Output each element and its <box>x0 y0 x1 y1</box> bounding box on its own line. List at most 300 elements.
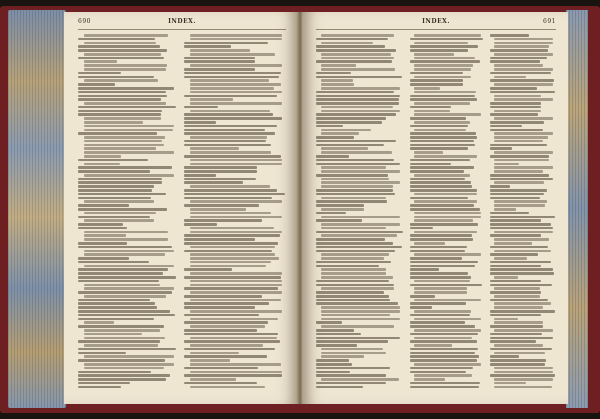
illegible-text-line <box>494 53 553 56</box>
illegible-text-line <box>190 87 274 90</box>
illegible-text-line <box>316 144 384 147</box>
illegible-text-line <box>414 363 481 366</box>
illegible-text-line <box>414 212 481 215</box>
illegible-text-line <box>490 280 541 283</box>
illegible-text-line <box>190 64 282 67</box>
illegible-text-line <box>84 151 174 154</box>
illegible-text-line <box>321 129 370 132</box>
illegible-text-line <box>84 129 173 132</box>
illegible-text-line <box>410 268 439 271</box>
illegible-text-line <box>410 314 470 317</box>
illegible-text-line <box>490 374 555 377</box>
illegible-text-line <box>410 208 480 211</box>
illegible-text-line <box>494 378 553 381</box>
illegible-text-line <box>184 382 257 385</box>
illegible-text-line <box>316 121 382 124</box>
illegible-text-line <box>84 321 114 324</box>
illegible-text-line <box>321 110 400 113</box>
illegible-text-line <box>494 250 551 253</box>
illegible-text-line <box>321 355 364 358</box>
illegible-text-line <box>414 155 477 158</box>
illegible-text-line <box>84 329 160 332</box>
illegible-text-line <box>78 87 174 90</box>
illegible-text-line <box>184 132 275 135</box>
illegible-text-line <box>410 98 477 101</box>
illegible-text-line <box>316 189 393 192</box>
illegible-text-line <box>490 340 536 343</box>
illegible-text-line <box>490 212 529 215</box>
illegible-text-line <box>84 212 156 215</box>
illegible-text-line <box>190 185 270 188</box>
illegible-text-line <box>410 276 471 279</box>
illegible-text-line <box>414 287 467 290</box>
right-page-column-2 <box>410 34 484 398</box>
illegible-text-line <box>410 272 468 275</box>
illegible-text-line <box>78 223 123 226</box>
illegible-text-line <box>316 212 346 215</box>
illegible-text-line <box>190 53 275 56</box>
illegible-text-line <box>494 295 540 298</box>
illegible-text-line <box>190 337 277 340</box>
illegible-text-line <box>494 204 545 207</box>
illegible-text-line <box>410 106 451 109</box>
illegible-text-line <box>184 174 216 177</box>
illegible-text-line <box>316 219 362 222</box>
illegible-text-line <box>490 185 510 188</box>
illegible-text-line <box>84 53 161 56</box>
illegible-text-line <box>494 38 553 41</box>
illegible-text-line <box>490 49 548 52</box>
illegible-text-line <box>84 234 126 237</box>
illegible-text-line <box>78 246 172 249</box>
illegible-text-line <box>184 242 278 245</box>
illegible-text-line <box>410 144 475 147</box>
illegible-text-line <box>490 355 519 358</box>
illegible-text-line <box>490 265 541 268</box>
illegible-text-line <box>316 76 402 79</box>
illegible-text-line <box>78 359 165 362</box>
illegible-text-line <box>184 125 277 128</box>
illegible-text-line <box>494 181 544 184</box>
illegible-text-line <box>490 234 541 237</box>
illegible-text-line <box>414 151 443 154</box>
illegible-text-line <box>321 208 364 211</box>
illegible-text-line <box>321 34 394 37</box>
illegible-text-line <box>78 299 150 302</box>
illegible-text-line <box>84 64 167 67</box>
illegible-text-line <box>190 253 275 256</box>
illegible-text-line <box>184 68 255 71</box>
illegible-text-line <box>190 163 282 166</box>
illegible-text-line <box>494 318 518 321</box>
illegible-text-line <box>494 238 549 241</box>
illegible-text-line <box>190 291 282 294</box>
illegible-text-line <box>321 132 359 135</box>
illegible-text-line <box>410 386 479 389</box>
illegible-text-line <box>490 363 545 366</box>
illegible-text-line <box>494 287 540 290</box>
illegible-text-line <box>184 106 218 109</box>
illegible-text-line <box>410 132 476 135</box>
illegible-text-line <box>190 257 279 260</box>
illegible-text-line <box>494 132 553 135</box>
illegible-text-line <box>321 106 392 109</box>
illegible-text-line <box>410 234 472 237</box>
illegible-text-line <box>316 359 349 362</box>
illegible-text-line <box>78 132 157 135</box>
illegible-text-line <box>494 321 544 324</box>
illegible-text-line <box>84 231 168 234</box>
illegible-text-line <box>321 268 385 271</box>
illegible-text-line <box>316 102 399 105</box>
illegible-text-line <box>490 60 540 63</box>
illegible-text-line <box>494 386 552 389</box>
illegible-text-line <box>78 261 149 264</box>
illegible-text-line <box>414 344 452 347</box>
illegible-text-line <box>490 178 553 181</box>
illegible-text-line <box>321 170 400 173</box>
illegible-text-line <box>84 367 164 370</box>
illegible-text-line <box>410 284 482 287</box>
illegible-text-line <box>494 382 526 385</box>
illegible-text-line <box>316 200 387 203</box>
illegible-text-line <box>184 355 267 358</box>
illegible-text-line <box>78 110 162 113</box>
illegible-text-line <box>490 314 541 317</box>
illegible-text-line <box>410 325 475 328</box>
illegible-text-line <box>78 272 163 275</box>
illegible-text-line <box>410 302 466 305</box>
illegible-text-line <box>84 79 158 82</box>
illegible-text-line <box>410 348 478 351</box>
illegible-text-line <box>78 72 121 75</box>
illegible-text-line <box>190 371 282 374</box>
illegible-text-line <box>414 193 477 196</box>
illegible-text-line <box>490 310 555 313</box>
illegible-text-line <box>84 117 161 120</box>
illegible-text-line <box>494 242 532 245</box>
illegible-text-line <box>321 53 391 56</box>
illegible-text-line <box>84 125 174 128</box>
illegible-text-line <box>184 140 266 143</box>
illegible-text-line <box>414 242 444 245</box>
illegible-text-line <box>414 219 472 222</box>
illegible-text-line <box>410 159 470 162</box>
illegible-text-line <box>316 95 400 98</box>
illegible-text-line <box>78 378 166 381</box>
illegible-text-line <box>184 193 285 196</box>
illegible-text-line <box>184 302 269 305</box>
illegible-text-line <box>190 359 230 362</box>
illegible-text-line <box>410 181 471 184</box>
illegible-text-line <box>190 310 282 313</box>
illegible-text-line <box>321 64 355 67</box>
illegible-text-line <box>78 113 161 116</box>
illegible-text-line <box>184 197 272 200</box>
illegible-text-line <box>184 238 255 241</box>
illegible-text-line <box>414 318 481 321</box>
illegible-text-line <box>84 284 160 287</box>
illegible-text-line <box>78 302 155 305</box>
illegible-text-line <box>316 367 390 370</box>
illegible-text-line <box>184 219 262 222</box>
illegible-text-line <box>190 91 282 94</box>
illegible-text-line <box>190 212 271 215</box>
illegible-text-line <box>190 265 265 268</box>
illegible-text-line <box>321 253 389 256</box>
illegible-text-line <box>410 117 466 120</box>
illegible-text-line <box>184 374 282 377</box>
illegible-text-line <box>410 321 465 324</box>
illegible-text-line <box>84 344 158 347</box>
illegible-text-line <box>316 302 398 305</box>
illegible-text-line <box>321 216 400 219</box>
illegible-text-line <box>414 110 450 113</box>
illegible-text-line <box>494 344 544 347</box>
illegible-text-line <box>84 144 164 147</box>
illegible-text-line <box>184 321 268 324</box>
illegible-text-line <box>410 246 467 249</box>
illegible-text-line <box>494 231 553 234</box>
illegible-text-line <box>190 38 282 41</box>
marbled-page-edge-right <box>566 10 588 408</box>
illegible-text-line <box>184 144 271 147</box>
illegible-text-line <box>184 121 216 124</box>
illegible-text-line <box>190 159 282 162</box>
illegible-text-line <box>184 340 280 343</box>
illegible-text-line <box>414 374 472 377</box>
illegible-text-line <box>84 140 162 143</box>
illegible-text-line <box>316 45 385 48</box>
illegible-text-line <box>84 363 174 366</box>
illegible-text-line <box>84 42 156 45</box>
right-page-number: 691 <box>543 18 556 25</box>
illegible-text-line <box>184 76 279 79</box>
illegible-text-line <box>321 181 400 184</box>
illegible-text-line <box>84 121 143 124</box>
left-page-column-2 <box>184 34 286 398</box>
illegible-text-line <box>321 325 394 328</box>
illegible-text-line <box>316 284 394 287</box>
illegible-text-line <box>316 291 384 294</box>
illegible-text-line <box>184 295 262 298</box>
illegible-text-line <box>321 318 400 321</box>
illegible-text-line <box>410 382 480 385</box>
illegible-text-line <box>321 42 373 45</box>
illegible-text-line <box>78 348 176 351</box>
illegible-text-line <box>316 91 394 94</box>
illegible-text-line <box>316 337 400 340</box>
illegible-text-line <box>414 231 476 234</box>
illegible-text-line <box>78 280 159 283</box>
illegible-text-line <box>84 155 121 158</box>
illegible-text-line <box>184 234 280 237</box>
illegible-text-line <box>78 83 115 86</box>
illegible-text-line <box>490 299 548 302</box>
illegible-text-line <box>78 268 168 271</box>
illegible-text-line <box>414 87 439 90</box>
illegible-text-line <box>490 34 529 37</box>
illegible-text-line <box>410 38 483 41</box>
illegible-text-line <box>190 378 236 381</box>
illegible-text-line <box>78 340 160 343</box>
illegible-text-line <box>184 57 255 60</box>
illegible-text-line <box>414 68 471 71</box>
illegible-text-line <box>84 102 166 105</box>
illegible-text-line <box>190 208 246 211</box>
illegible-text-line <box>184 250 272 253</box>
illegible-text-line <box>316 113 396 116</box>
illegible-text-line <box>321 223 399 226</box>
illegible-text-line <box>190 83 281 86</box>
illegible-text-line <box>490 125 522 128</box>
illegible-text-line <box>78 318 154 321</box>
illegible-text-line <box>190 227 274 230</box>
illegible-text-line <box>184 333 278 336</box>
illegible-text-line <box>84 147 156 150</box>
illegible-text-line <box>321 151 391 154</box>
illegible-text-line <box>316 295 389 298</box>
illegible-text-line <box>321 147 368 150</box>
illegible-text-line <box>490 87 537 90</box>
illegible-text-line <box>78 98 161 101</box>
illegible-text-line <box>494 208 516 211</box>
illegible-text-line <box>78 189 152 192</box>
illegible-text-line <box>184 314 259 317</box>
illegible-text-line <box>184 204 259 207</box>
illegible-text-line <box>190 231 282 234</box>
illegible-text-line <box>316 363 352 366</box>
illegible-text-line <box>184 367 258 370</box>
illegible-text-line <box>316 382 386 385</box>
illegible-text-line <box>490 253 538 256</box>
illegible-text-line <box>410 359 477 362</box>
illegible-text-line <box>78 306 157 309</box>
illegible-text-line <box>190 352 239 355</box>
illegible-text-line <box>190 284 282 287</box>
illegible-text-line <box>190 246 275 249</box>
illegible-text-line <box>410 95 475 98</box>
illegible-text-line <box>321 166 386 169</box>
illegible-text-line <box>494 306 544 309</box>
illegible-text-line <box>410 166 474 169</box>
illegible-text-line <box>490 57 547 60</box>
illegible-text-line <box>316 250 395 253</box>
illegible-text-line <box>78 204 129 207</box>
illegible-text-line <box>321 178 389 181</box>
illegible-text-line <box>494 367 553 370</box>
illegible-text-line <box>316 38 388 41</box>
illegible-text-line <box>490 359 546 362</box>
illegible-text-line <box>490 284 552 287</box>
illegible-text-line <box>316 174 388 177</box>
illegible-text-line <box>316 193 395 196</box>
illegible-text-line <box>78 291 172 294</box>
illegible-text-line <box>78 208 167 211</box>
illegible-text-line <box>321 306 400 309</box>
illegible-text-line <box>321 79 353 82</box>
illegible-text-line <box>490 189 547 192</box>
illegible-text-line <box>321 352 385 355</box>
illegible-text-line <box>321 272 385 275</box>
illegible-text-line <box>84 337 165 340</box>
illegible-text-line <box>321 276 393 279</box>
illegible-text-line <box>414 34 481 37</box>
illegible-text-line <box>316 49 396 52</box>
illegible-text-line <box>190 110 270 113</box>
illegible-text-line <box>410 223 478 226</box>
illegible-text-line <box>490 79 554 82</box>
illegible-text-line <box>410 189 477 192</box>
illegible-text-line <box>316 333 361 336</box>
left-page <box>64 12 298 404</box>
illegible-text-line <box>78 216 150 219</box>
illegible-text-line <box>184 45 231 48</box>
illegible-text-line <box>184 42 268 45</box>
illegible-text-line <box>184 129 265 132</box>
illegible-text-line <box>494 95 541 98</box>
illegible-text-line <box>414 91 475 94</box>
illegible-text-line <box>490 272 554 275</box>
illegible-text-line <box>316 371 350 374</box>
illegible-text-line <box>184 155 281 158</box>
illegible-text-line <box>414 129 466 132</box>
illegible-text-line <box>414 42 468 45</box>
illegible-text-line <box>78 276 176 279</box>
illegible-text-line <box>84 238 168 241</box>
illegible-text-line <box>490 174 549 177</box>
illegible-text-line <box>78 170 150 173</box>
illegible-text-line <box>494 98 553 101</box>
illegible-text-line <box>184 113 273 116</box>
illegible-text-line <box>84 295 166 298</box>
illegible-text-line <box>410 49 468 52</box>
illegible-text-line <box>321 287 394 290</box>
illegible-text-line <box>414 113 481 116</box>
illegible-text-line <box>316 231 403 234</box>
illegible-text-line <box>490 216 555 219</box>
illegible-text-line <box>410 204 474 207</box>
illegible-text-line <box>410 238 473 241</box>
illegible-text-line <box>494 163 519 166</box>
illegible-text-line <box>414 76 470 79</box>
illegible-text-line <box>190 363 281 366</box>
illegible-text-line <box>490 325 543 328</box>
illegible-text-line <box>494 302 551 305</box>
illegible-text-line <box>184 178 256 181</box>
illegible-text-line <box>414 121 470 124</box>
left-page-column-1 <box>78 34 178 398</box>
illegible-text-line <box>494 200 547 203</box>
illegible-text-line <box>84 287 174 290</box>
illegible-text-line <box>78 91 166 94</box>
illegible-text-line <box>78 193 166 196</box>
illegible-text-line <box>490 144 547 147</box>
illegible-text-line <box>184 72 281 75</box>
illegible-text-line <box>84 34 168 37</box>
illegible-text-line <box>190 102 282 105</box>
illegible-text-line <box>410 197 468 200</box>
illegible-text-line <box>410 72 463 75</box>
illegible-text-line <box>410 136 477 139</box>
illegible-text-line <box>414 200 476 203</box>
illegible-text-line <box>490 121 544 124</box>
illegible-text-line <box>321 197 386 200</box>
illegible-text-line <box>410 79 463 82</box>
illegible-text-line <box>494 257 527 260</box>
illegible-text-line <box>316 344 357 347</box>
illegible-text-line <box>184 348 275 351</box>
